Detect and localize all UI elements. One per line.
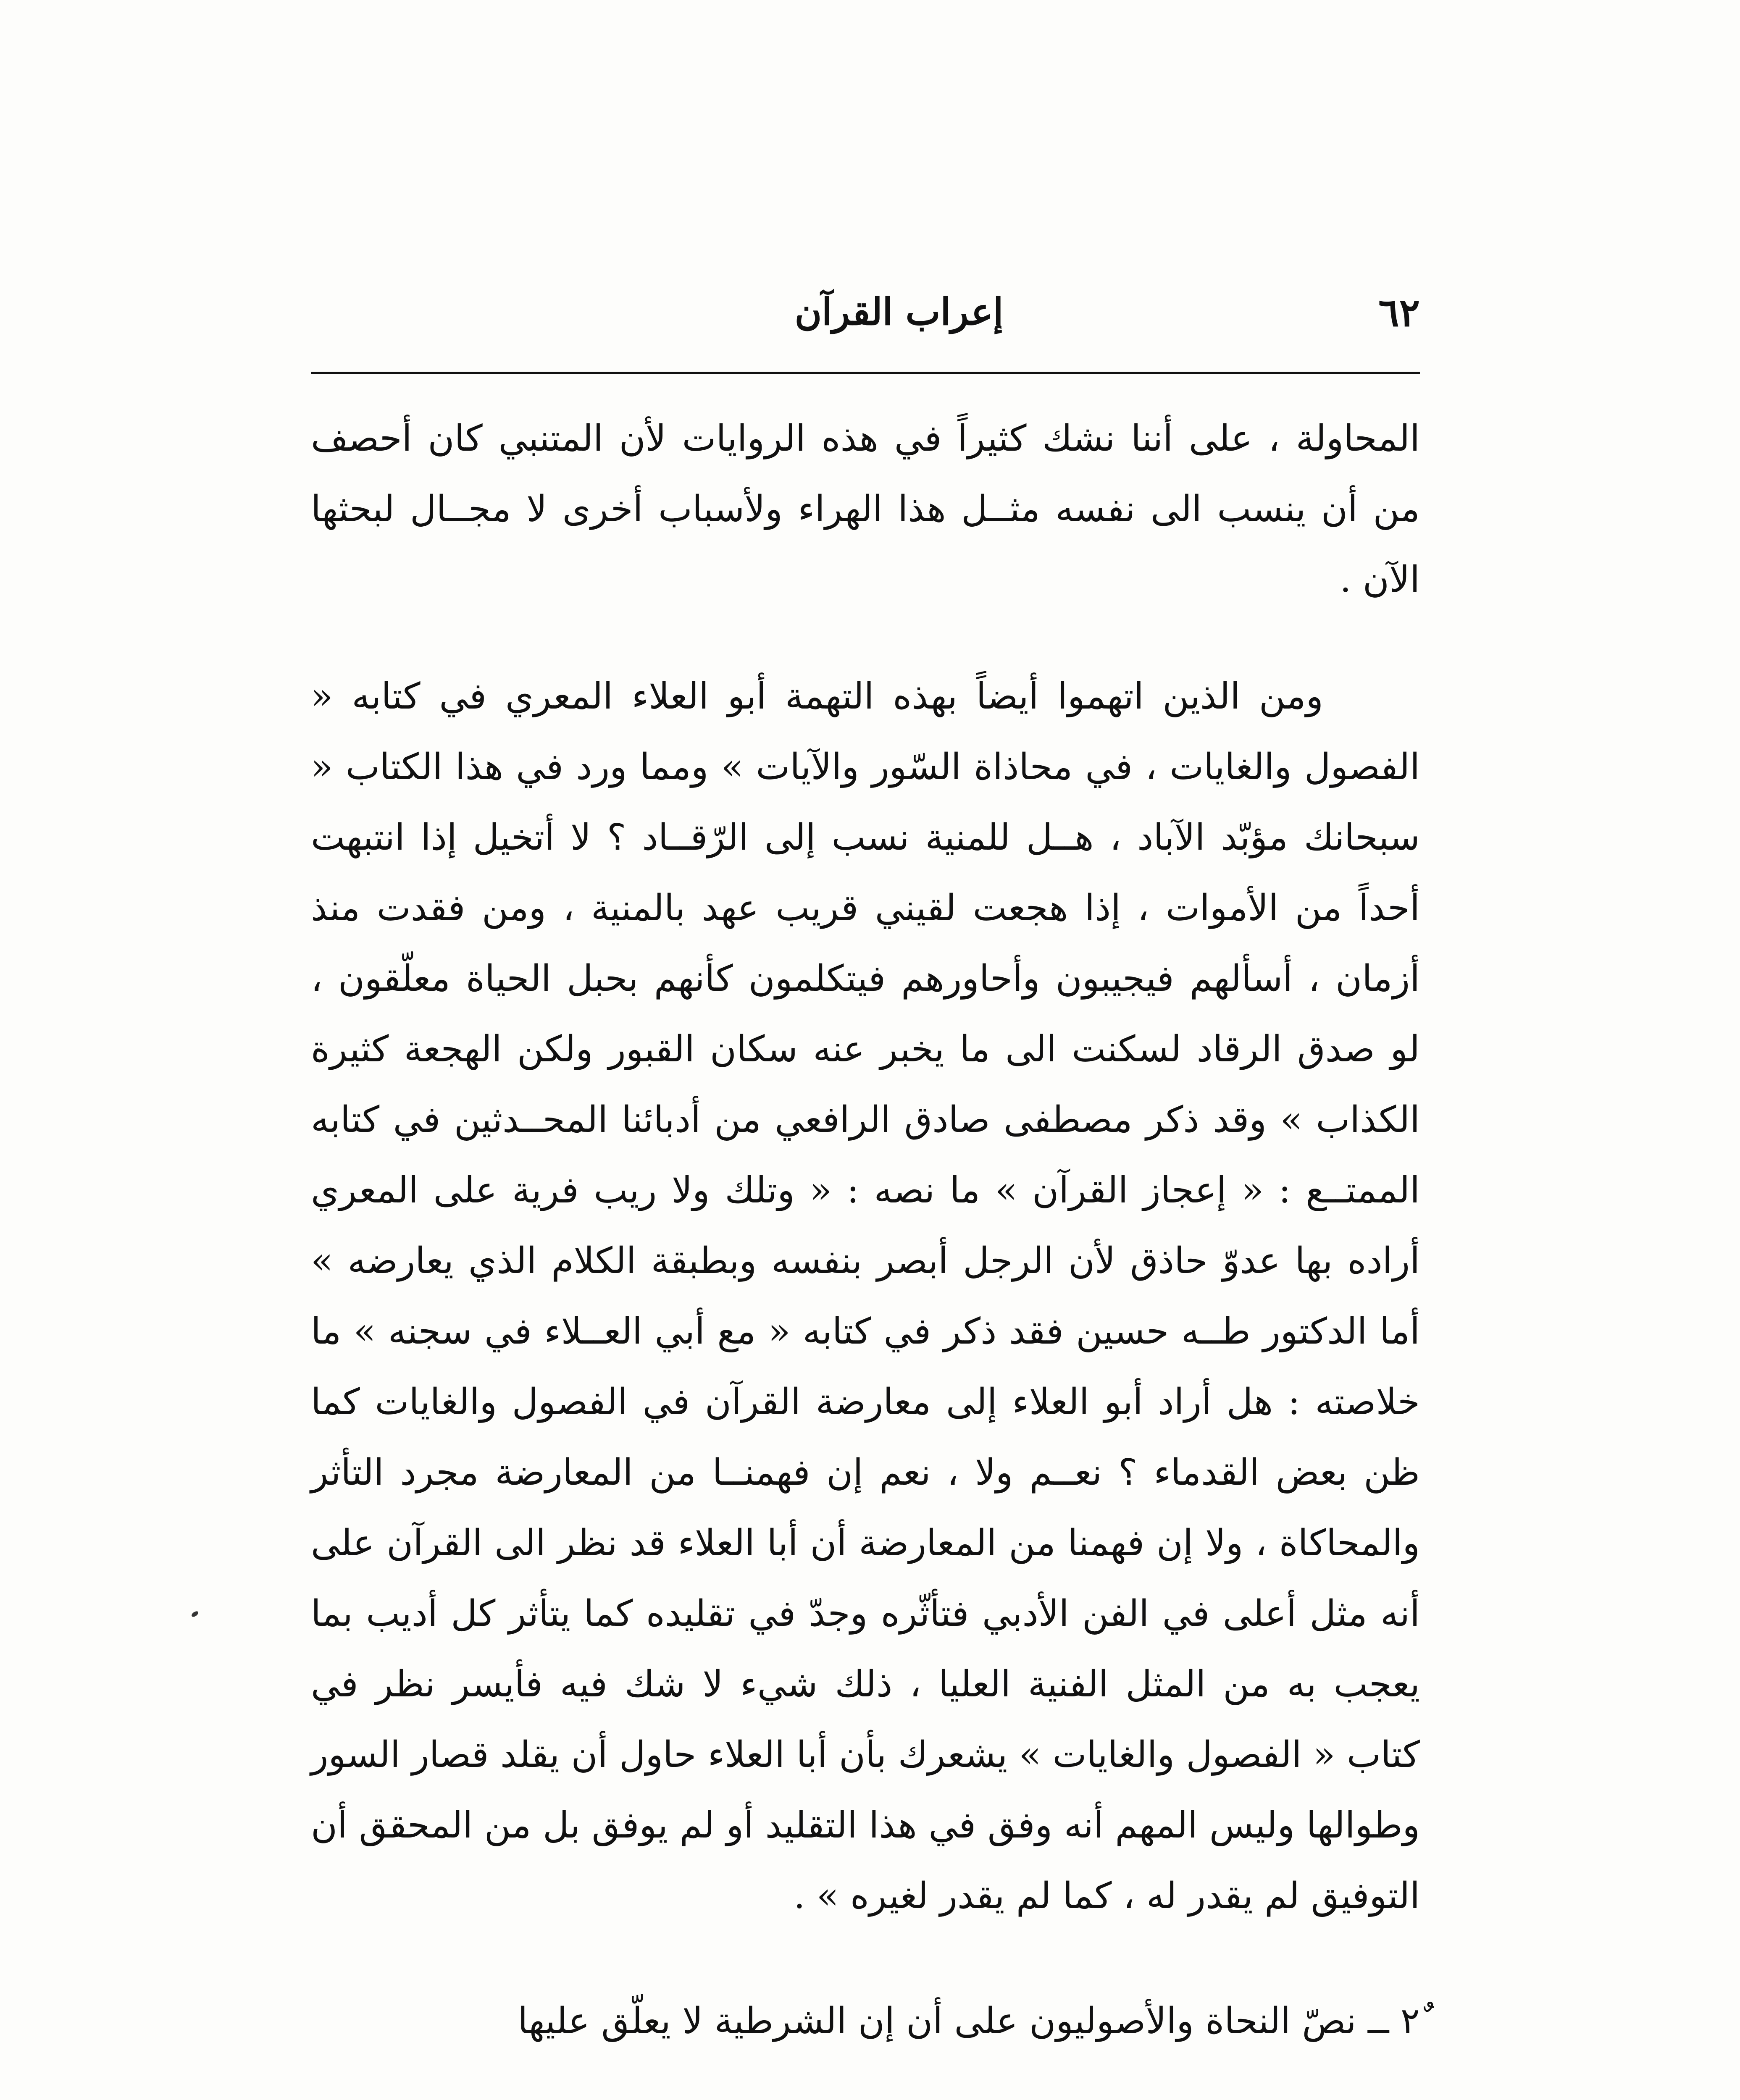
page-body bbox=[311, 403, 1420, 2056]
scan-speck bbox=[191, 1610, 199, 1618]
running-head bbox=[311, 290, 1420, 357]
page-number: ٦٢ bbox=[1378, 290, 1420, 335]
header-rule bbox=[311, 372, 1420, 374]
footnote: ٢ٌ ــ نصّ النحاة والأصوليون على أن إن الشرطية لا يعلّق عليها bbox=[518, 2000, 1420, 2042]
paragraph-main: ومن الذين اتهموا أيضاً بهذه التهمة أبو العلاء المعري في كتابه « الفصول والغايات ، في محاذاة السّور والآيات » ومما ورد في هذا الكتاب « سبحانك مؤبّد الآباد ، هــل للمنية نسب إلى الرّقــاد ؟ لا أتخيل إذا انتبهت أحداً من الأموات ، إذا هجعت لقيني قريب عهد بالمنية ، ومن فقدت منذ أزمان ، أسألهم فيجيبون وأحاورهم فيتكلمون كأنهم بحبل الحياة معلّقون ، لو صدق الرقاد لسكنت الى ما يخبر عنه سكان القبور ولكن الهجعة كثيرة الكذاب » وقد ذكر مصطفى صادق الرافعي من أدبائنا المحــدثين في كتابه الممتــع : « إعجاز القرآن » ما نصه : « وتلك ولا ريب فرية على المعري أراده بها عدوّ حاذق لأن الرجل أبصر بنفسه وبطبقة الكلام الذي يعارضه » أما الدكتور طــه حسين فقد ذكر في كتابه « مع أبي العــلاء في سجنه » ما خلاصته : هل أراد أبو العلاء إلى معارضة القرآن في الفصول والغايات كما ظن بعض القدماء ؟ نعــم ولا ، نعم إن فهمنــا من المعارضة مجرد التأثر والمحاكاة ، ولا إن فهمنا من المعارضة أن أبا العلاء قد نظر الى القرآن على أنه مثل أعلى في الفن الأدبي فتأثّره وجدّ في تقليده كما يتأثر كل أديب بما يعجب به من المثل الفنية العليا ، ذلك شيء لا شك فيه فأيسر نظر في كتاب « الفصول والغايات » يشعرك بأن أبا العلاء حاول أن يقلد قصار السور وطوالها وليس المهم أنه وفق في هذا التقليد أو لم يوفق بل من المحقق أن التوفيق لم يقدر له ، كما لم يقدر لغيره » . bbox=[311, 675, 1420, 1917]
book-title: إعراب القرآن bbox=[794, 290, 1004, 333]
paragraph-continuation: المحاولة ، على أننا نشك كثيراً في هذه الروايات لأن المتنبي كان أحصف من أن ينسب الى نفسه مثــل هذا الهراء ولأسباب أخرى لا مجــال لبحثها الآن . bbox=[311, 417, 1420, 601]
